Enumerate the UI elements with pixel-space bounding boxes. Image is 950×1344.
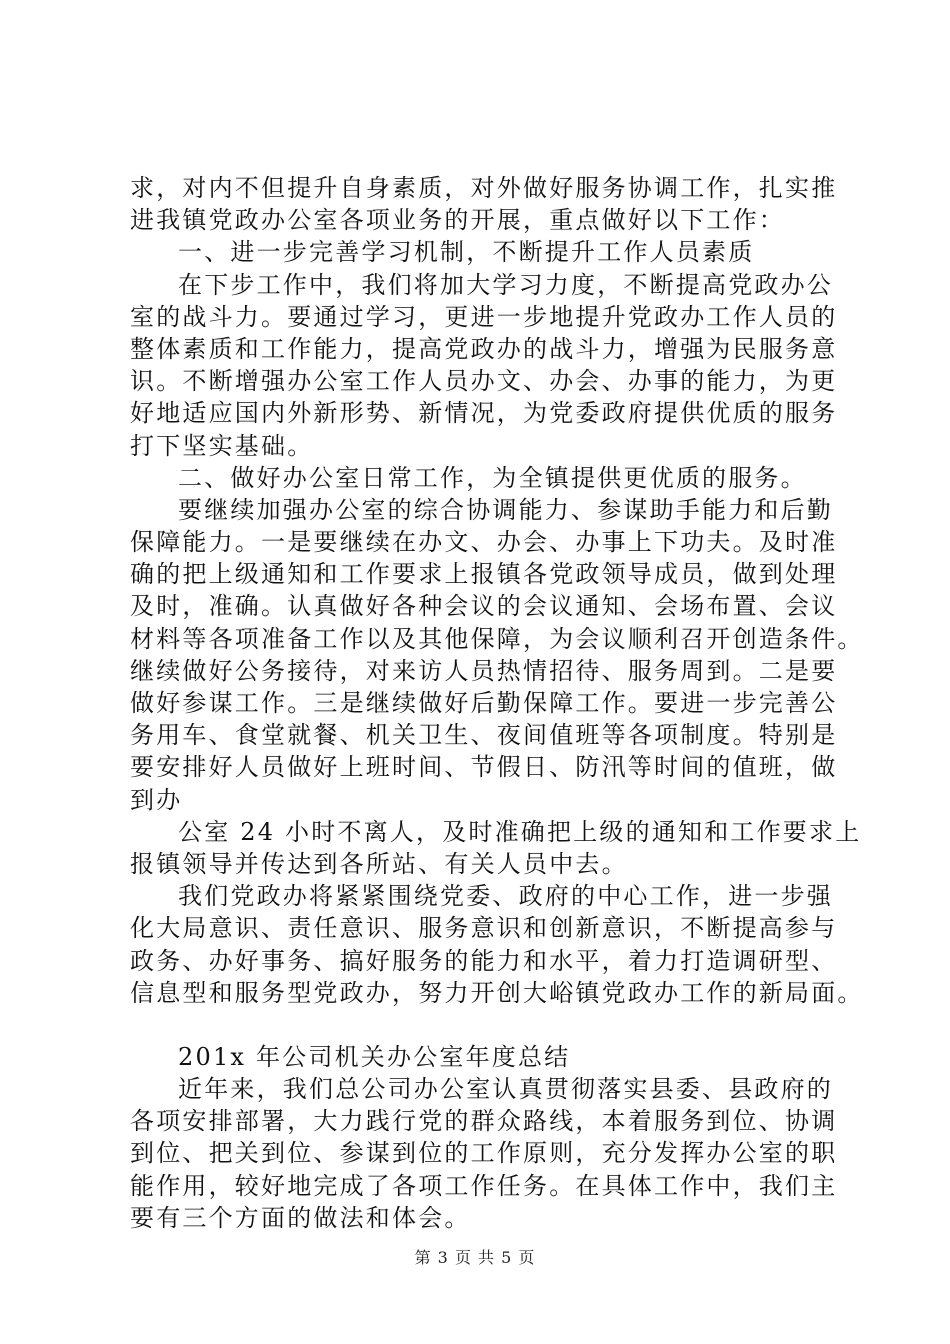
text-line: 保障能力。一是要继续在办文、办会、办事上下功夫。及时准 [130,528,838,557]
section-heading: 二、做好办公室日常工作，为全镇提供更优质的服务。 [178,463,807,492]
text-line: 材料等各项准备工作以及其他保障，为会议顺利召开创造条件。 [130,624,864,653]
text-line: 进我镇党政办公室各项业务的开展，重点做好以下工作： [130,206,785,235]
text-line: 能作用，较好地完成了各项工作任务。在具体工作中，我们主 [130,1171,838,1200]
text-line: 整体素质和工作能力，提高党政办的战斗力，增强为民服务意 [130,334,838,363]
page-number-footer: 第 3 页 共 5 页 [414,1248,536,1267]
text-line: 确的把上级通知和工作要求上报镇各党政领导成员，做到处理 [130,560,838,589]
text-line: 要有三个方面的做法和体会。 [130,1203,471,1232]
text-line: 政务、办好事务、搞好服务的能力和水平，着力打造调研型、 [130,946,838,975]
text-line: 继续做好公务接待，对来访人员热情招待、服务周到。二是要 [130,656,838,685]
text-line: 务用车、食堂就餐、机关卫生、夜间值班等各项制度。特别是 [130,721,838,750]
section-heading: 一、进一步完善学习机制，不断提升工作人员素质 [178,238,755,267]
text-line: 好地适应国内外新形势、新情况，为党委政府提供优质的服务 [130,399,838,428]
text-line: 到位、把关到位、参谋到位的工作原则，充分发挥办公室的职 [130,1139,838,1168]
text-line: 要继续加强办公室的综合协调能力、参谋助手能力和后勤 [178,495,833,524]
paragraph-gap [130,1009,830,1041]
text-line: 打下坚实基础。 [130,431,314,460]
text-line: 我们党政办将紧紧围绕党委、政府的中心工作，进一步强 [178,882,833,911]
text-line: 识。不断增强办公室工作人员办文、办会、办事的能力，为更 [130,367,838,396]
text-line: 近年来，我们总公司办公室认真贯彻落实县委、县政府的 [178,1075,833,1104]
text-line: 及时，准确。认真做好各种会议的会议通知、会场布置、会议 [130,592,838,621]
text-line: 要安排好人员做好上班时间、节假日、防汛等时间的值班，做 [130,753,838,782]
text-line: 到办 [130,785,183,814]
text-line: 室的战斗力。要通过学习，更进一步地提升党政办工作人员的 [130,302,838,331]
text-line: 公室 24 小时不离人，及时准确把上级的通知和工作要求上 [178,817,862,846]
document-body [130,172,864,1234]
text-line: 在下步工作中，我们将加大学习力度，不断提高党政办公 [178,270,833,299]
text-line: 各项安排部署，大力践行党的群众路线，本着服务到位、协调 [130,1107,838,1136]
text-line: 信息型和服务型党政办，努力开创大峪镇党政办工作的新局面。 [130,978,864,1007]
text-line: 报镇领导并传达到各所站、有关人员中去。 [130,849,628,878]
text-line: 求，对内不但提升自身素质，对外做好服务协调工作，扎实推 [130,174,838,202]
text-line: 化大局意识、责任意识、服务意识和创新意识，不断提高参与 [130,914,838,943]
article-title: 201x 年公司机关办公室年度总结 [178,1042,571,1071]
text-line: 做好参谋工作。三是继续做好后勤保障工作。要进一步完善公 [130,689,838,717]
